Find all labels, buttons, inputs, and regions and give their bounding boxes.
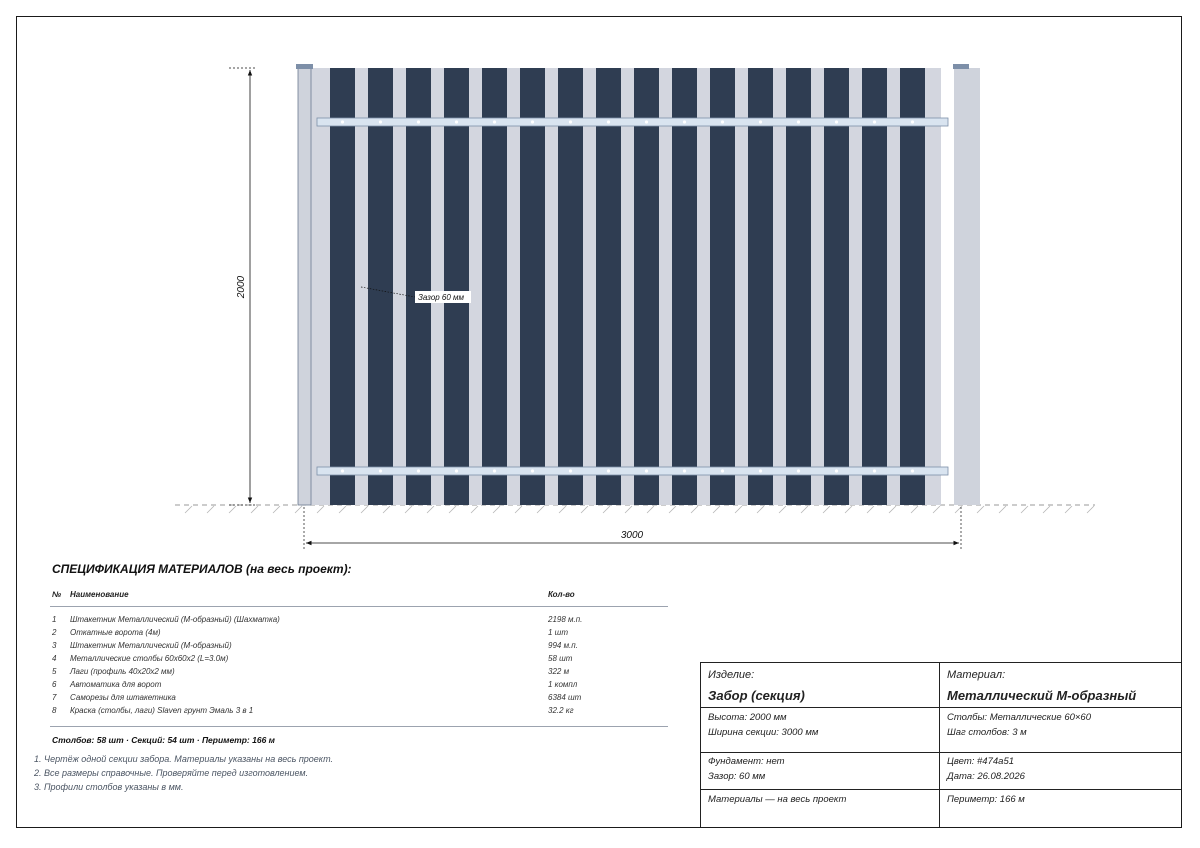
row-qty: 6384 шт: [548, 693, 582, 702]
gap-info: Зазор: 60 мм: [708, 771, 766, 782]
picket: [368, 68, 393, 505]
hatch-mark: [713, 506, 720, 513]
screw: [569, 469, 572, 472]
hatch-mark: [383, 506, 390, 513]
hatch-mark: [229, 506, 236, 513]
row-qty: 1 компл: [548, 680, 578, 689]
picket: [672, 68, 697, 505]
screw: [797, 469, 800, 472]
screw: [683, 469, 686, 472]
hatch-mark: [779, 506, 786, 513]
hatch-mark: [273, 506, 280, 513]
row-name: Краска (столбы, лаги) Slaven грунт Эмаль 3 в 1: [70, 706, 254, 715]
screw: [721, 120, 724, 123]
date-info: Дата: 26.08.2026: [947, 771, 1025, 782]
table-row: [50, 665, 668, 678]
picket: [710, 68, 735, 505]
picket: [634, 68, 659, 505]
picket: [862, 68, 887, 505]
screw: [607, 120, 610, 123]
screw: [531, 469, 534, 472]
material-label: Материал:: [947, 669, 1006, 681]
table-row: [50, 691, 668, 704]
hatch-mark: [691, 506, 698, 513]
hatch-mark: [493, 506, 500, 513]
picket: [824, 68, 849, 505]
note-line: 3. Профили столбов указаны в мм.: [34, 782, 184, 792]
screw: [417, 120, 420, 123]
ground-hatch: [185, 506, 1094, 513]
picket: [596, 68, 621, 505]
screw: [645, 120, 648, 123]
screw: [607, 469, 610, 472]
screw: [797, 120, 800, 123]
picket: [406, 68, 431, 505]
post-left: [298, 68, 311, 505]
screw: [835, 469, 838, 472]
row-qty: 322 м: [548, 667, 570, 676]
screw: [455, 469, 458, 472]
row-no: 3: [52, 641, 57, 650]
hatch-mark: [537, 506, 544, 513]
row-no: 4: [52, 654, 57, 663]
screw: [455, 120, 458, 123]
row-name: Лаги (профиль 40x20x2 мм): [70, 667, 175, 676]
spec-total: Столбов: 58 шт · Секций: 54 шт · Периметр: 166 м: [50, 726, 668, 745]
hatch-mark: [999, 506, 1006, 513]
hatch-mark: [405, 506, 412, 513]
perimeter-info: Периметр: 166 м: [947, 794, 1025, 805]
product-value: Забор (секция): [708, 688, 805, 703]
width-dimension-label: 3000: [620, 530, 644, 541]
hatch-mark: [823, 506, 830, 513]
row-name: Саморезы для штакетника: [70, 693, 176, 702]
post-cap-right: [953, 64, 969, 69]
spec-header-qty: Кол-во: [548, 590, 575, 599]
materials-spec: [50, 562, 668, 745]
post-cap-left: [296, 64, 313, 69]
title-block-divider: [939, 663, 940, 827]
note-line: 1. Чертёж одной секции забора. Материалы указаны на весь проект.: [34, 754, 334, 764]
table-row: [50, 613, 668, 626]
row-qty: 1 шт: [548, 628, 568, 637]
table-row: [50, 626, 668, 639]
section-width-info: Ширина секции: 3000 мм: [708, 727, 819, 738]
screw: [341, 120, 344, 123]
picket: [444, 68, 469, 505]
row-qty: 58 шт: [548, 654, 573, 663]
hatch-mark: [449, 506, 456, 513]
hatch-mark: [735, 506, 742, 513]
title-block-rule: [701, 789, 1181, 790]
gap-callout-label: Зазор 60 мм: [418, 293, 465, 302]
row-no: 8: [52, 706, 57, 715]
picket: [482, 68, 507, 505]
screw: [531, 120, 534, 123]
product-label: Изделие:: [708, 669, 755, 681]
picket: [900, 68, 925, 505]
screw: [379, 120, 382, 123]
height-info: Высота: 2000 мм: [708, 712, 787, 723]
row-name: Металлические столбы 60x60x2 (L=3.0м): [70, 654, 229, 663]
foundation-info: Фундамент: нет: [708, 756, 785, 767]
hatch-mark: [757, 506, 764, 513]
screw: [759, 120, 762, 123]
screw: [683, 120, 686, 123]
row-qty: 32.2 кг: [548, 706, 574, 715]
materials-note: Материалы — на весь проект: [708, 794, 847, 805]
hatch-mark: [251, 506, 258, 513]
row-qty: 994 м.п.: [548, 641, 578, 650]
screw: [569, 120, 572, 123]
hatch-mark: [515, 506, 522, 513]
hatch-mark: [427, 506, 434, 513]
rail-bottom: [317, 467, 948, 475]
title-block: [700, 662, 1181, 827]
picket: [748, 68, 773, 505]
rail-top: [317, 118, 948, 126]
hatch-mark: [647, 506, 654, 513]
row-no: 2: [52, 628, 57, 637]
hatch-mark: [295, 506, 302, 513]
hatch-mark: [1021, 506, 1028, 513]
screw: [873, 120, 876, 123]
hatch-mark: [581, 506, 588, 513]
posts-info: Столбы: Металлические 60×60: [947, 712, 1092, 723]
row-no: 7: [52, 693, 57, 702]
row-no: 1: [52, 615, 57, 624]
hatch-mark: [339, 506, 346, 513]
screw: [911, 120, 914, 123]
hatch-mark: [867, 506, 874, 513]
post-right: [954, 68, 980, 505]
spec-header-no: №: [52, 590, 62, 599]
row-name: Штакетник Металлический (М-образный): [70, 641, 232, 650]
spec-header-name: Наименование: [70, 590, 129, 599]
hatch-mark: [317, 506, 324, 513]
hatch-mark: [911, 506, 918, 513]
title-block-rule: [701, 752, 1181, 753]
spec-title: СПЕЦИФИКАЦИЯ МАТЕРИАЛОВ (на весь проект):: [52, 562, 352, 576]
hatch-mark: [1065, 506, 1072, 513]
hatch-mark: [845, 506, 852, 513]
color-info: Цвет: #474a51: [947, 756, 1015, 767]
title-block-rule: [701, 707, 1181, 708]
screw: [645, 469, 648, 472]
hatch-mark: [471, 506, 478, 513]
hatch-mark: [801, 506, 808, 513]
screw: [835, 120, 838, 123]
screw: [911, 469, 914, 472]
hatch-mark: [625, 506, 632, 513]
hatch-mark: [977, 506, 984, 513]
row-qty: 2198 м.п.: [548, 615, 583, 624]
hatch-mark: [559, 506, 566, 513]
row-no: 6: [52, 680, 57, 689]
hatch-mark: [185, 506, 192, 513]
post-step-info: Шаг столбов: 3 м: [947, 727, 1027, 738]
height-dimension-label: 2000: [236, 275, 247, 299]
hatch-mark: [669, 506, 676, 513]
picket: [330, 68, 355, 505]
hatch-mark: [361, 506, 368, 513]
hatch-mark: [889, 506, 896, 513]
hatch-mark: [207, 506, 214, 513]
table-row: [50, 639, 668, 652]
screw: [759, 469, 762, 472]
picket: [520, 68, 545, 505]
table-row: [50, 652, 668, 665]
table-row: [50, 678, 668, 691]
screw: [379, 469, 382, 472]
table-row: [50, 704, 668, 717]
note-line: 2. Все размеры справочные. Проверяйте перед изготовлением.: [34, 768, 309, 778]
screw: [721, 469, 724, 472]
screw: [873, 469, 876, 472]
picket: [786, 68, 811, 505]
row-name: Откатные ворота (4м): [70, 628, 161, 637]
row-name: Автоматика для ворот: [70, 680, 162, 689]
row-no: 5: [52, 667, 57, 676]
screw: [417, 469, 420, 472]
picket: [558, 68, 583, 505]
row-name: Штакетник Металлический (М-образный) (Шахматка): [70, 615, 280, 624]
spec-rows: [50, 607, 668, 717]
screw: [341, 469, 344, 472]
hatch-mark: [1087, 506, 1094, 513]
spec-header-row: [50, 590, 668, 607]
material-value: Металлический М-образный: [947, 688, 1137, 703]
screw: [493, 469, 496, 472]
hatch-mark: [603, 506, 610, 513]
hatch-mark: [1043, 506, 1050, 513]
screw: [493, 120, 496, 123]
notes: [34, 752, 333, 794]
hatch-mark: [933, 506, 940, 513]
